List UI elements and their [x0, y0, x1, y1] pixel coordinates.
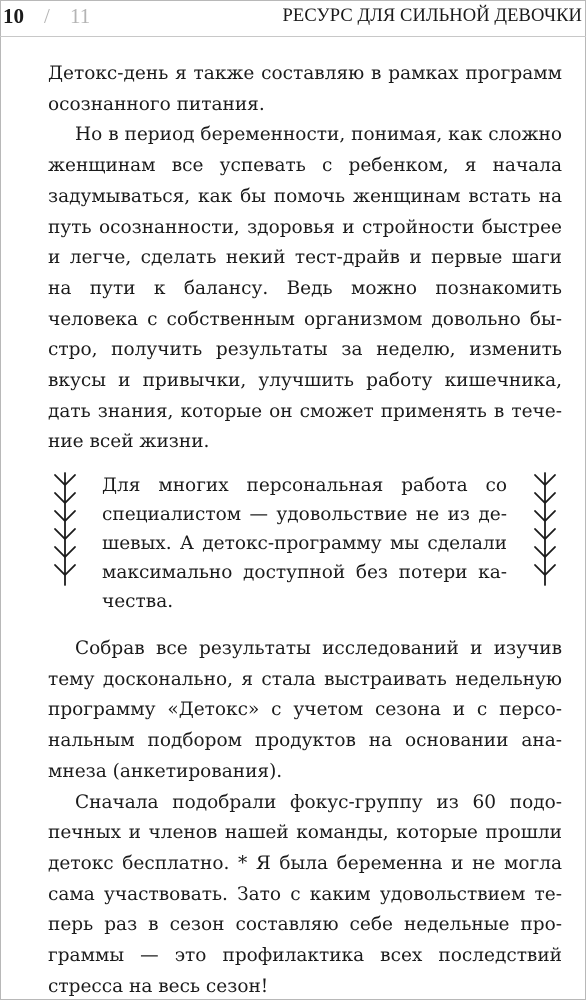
callout-text: Для многих персональная работа со специалистом — удовольствие не из дешевых. А детокс-программу мы сделали максимально доступной без потери качества.: [102, 475, 507, 612]
body-text-bottom: [48, 634, 562, 1002]
running-title: РЕСУРС ДЛЯ СИЛЬНОЙ ДЕВОЧКИ: [282, 6, 582, 26]
paragraph: Но в период беременности, понимая, как сложно женщинам все успевать с ребенком, я начала задумываться, как бы помочь женщинам встать на путь осознанности, здоровья и стройности быстрее и легче, сделать некий тест-драйв и первые шаги на пути к балансу. Ведь можно познакомить человека с собственным организмом довольно быстро, получить результаты за неделю, изменить вкусы и привычки, улучшить работу кишечника, дать знания, которые он сможет применять в течение всей жизни.: [48, 124, 562, 453]
total-page-number: 11: [70, 4, 91, 28]
paragraph: Собрав все результаты исследований и изучив тему досконально, я стала выстраивать недельную программу «Детокс» с учетом сезона и с персональным подбором продуктов на основании анамнеза (анкетирования).: [48, 638, 562, 782]
page-number-separator: /: [44, 4, 50, 28]
body-text-top: [48, 59, 562, 458]
page-header: [0, 0, 586, 36]
header-rule: [0, 36, 586, 37]
paragraph: Детокс-день я также составляю в рамках программ осознанного питания.: [48, 63, 562, 115]
leaf-sprig-icon: [50, 471, 80, 587]
current-page-number: 10: [3, 4, 24, 28]
paragraph: Сначала подобрали фокус-группу из 60 подопечных и членов нашей команды, которые прошли детокс бесплатно. * Я была беременна и не могла сама участвовать. Зато с каким удовольствием теперь раз в сезон составляю себе недельные программы — это профилактика всех последствий стресса на весь сезон!: [48, 791, 562, 997]
leaf-sprig-icon: [530, 471, 560, 587]
callout-block: [46, 471, 564, 616]
